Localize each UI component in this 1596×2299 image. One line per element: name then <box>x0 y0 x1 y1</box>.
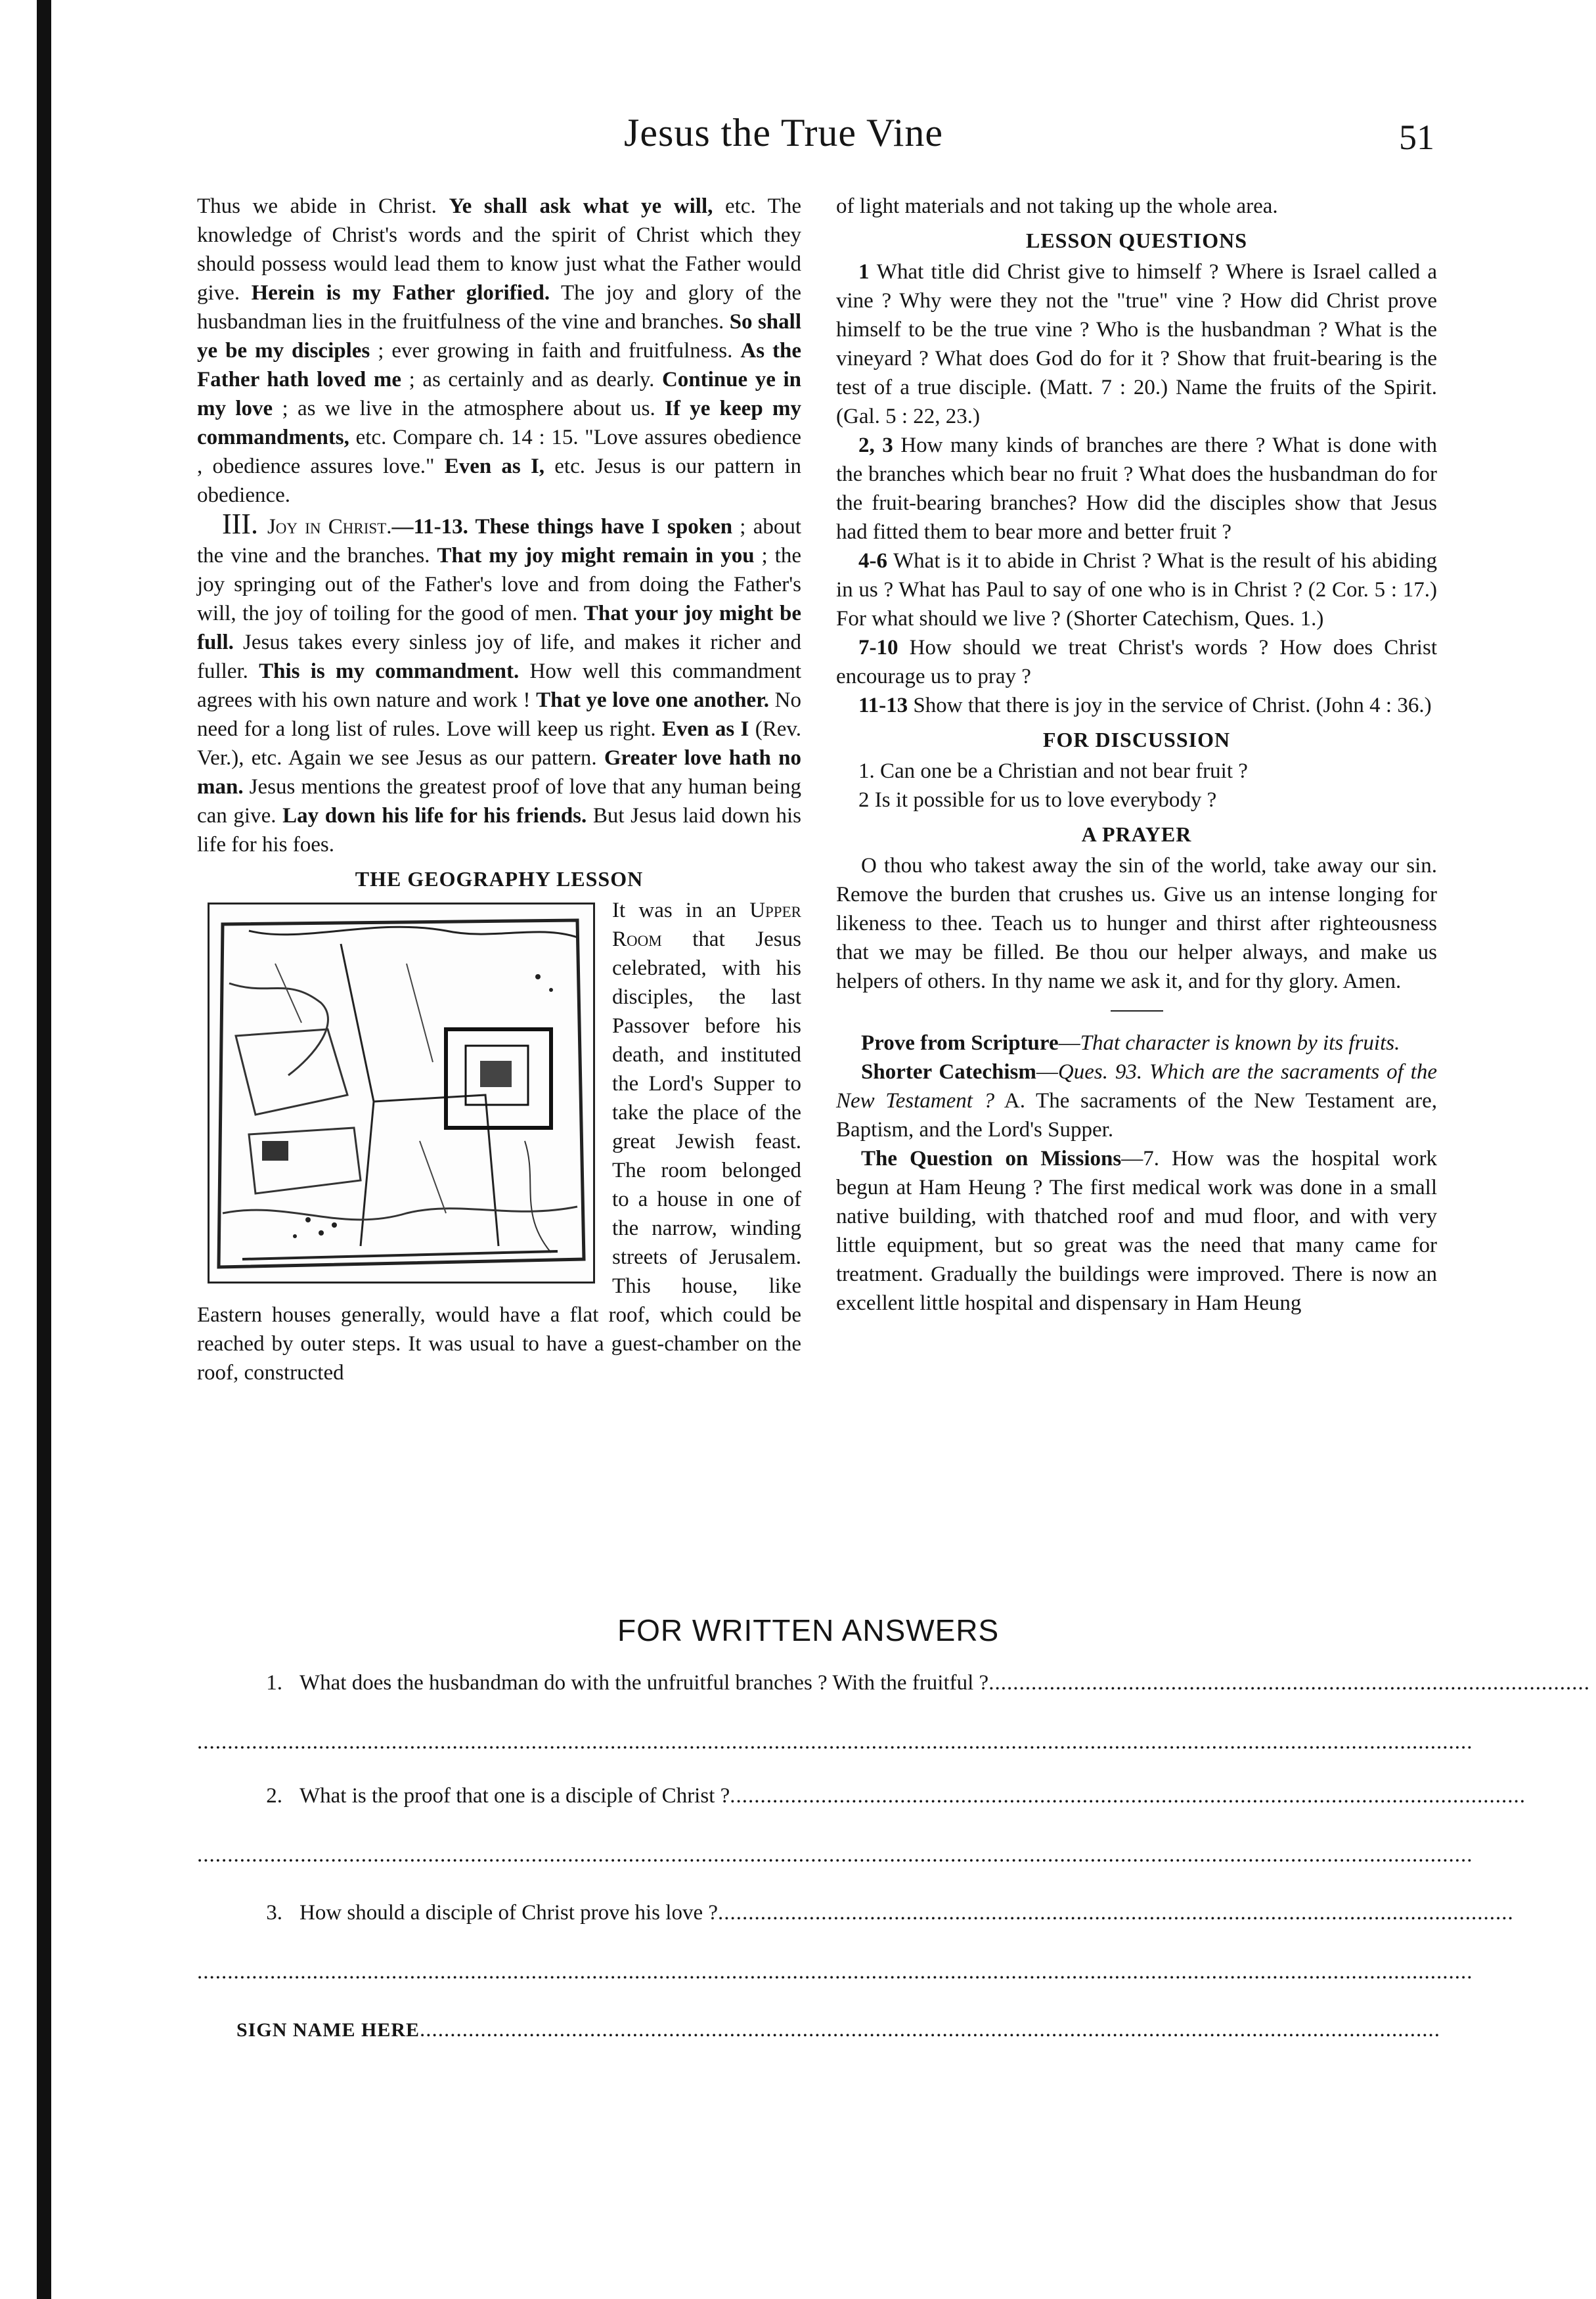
discussion-item: 2 Is it possible for us to love everybody ? <box>858 788 1217 812</box>
text-run: That ye love one another. <box>536 688 770 712</box>
text-run: Even as I, <box>444 455 545 478</box>
text-run: Lay down his life for his friends. <box>282 804 587 828</box>
text-run: How well this commandment agrees with his own nature and work ! <box>197 659 801 712</box>
question-number: 2. <box>266 1784 282 1808</box>
commentary-paragraph-joy <box>197 510 801 859</box>
text-run: Jesus takes every sinless joy of life, and makes it richer and fuller. <box>197 631 801 683</box>
text-run: Shorter Catechism <box>861 1060 1036 1084</box>
prayer-text: O thou who takest away the sin of the world, take away our sin. Remove the burden that crushes us. Give us an intense longing for likeness to thee. Teach us to hunger and thirst after righteousness that we may be filled. Be thou our helper always, and make us helpers of others. In thy name we ask it, and for thy glory. Amen. <box>836 854 1437 993</box>
text-run: ; as certainly and as dearly. <box>401 368 662 391</box>
text-run: Joy in Christ. <box>267 515 392 539</box>
text-run: etc. Compare ch. 14 : 15. "Love assures obedience , obedience assures love." <box>197 426 801 478</box>
page-title: Jesus the True Vine <box>624 111 943 154</box>
text-run: etc. The knowledge of Christ's words and the spirit of Christ which they should possess would lead them to know just what the Father would give. <box>197 194 801 305</box>
text-run: ; about the vine and the branches. <box>197 515 802 568</box>
text-run: Ye shall ask what ye will, <box>449 194 713 218</box>
text-run: Herein is my Father glorified. <box>251 281 550 305</box>
discussion-item: 1. Can one be a Christian and not bear fruit ? <box>858 759 1248 783</box>
question-number: 3. <box>266 1901 282 1925</box>
question-text: What is the proof that one is a disciple of Christ ? <box>299 1784 730 1808</box>
lesson-question <box>836 257 1437 431</box>
lesson-questions-heading: LESSON QUESTIONS <box>1025 229 1247 252</box>
text-run: The Question on Missions <box>861 1147 1122 1171</box>
text-run: It was in an <box>612 899 750 922</box>
answer-line-3[interactable]: .................................................................................................................................................................................................................. <box>197 1960 1473 1984</box>
question-text: How should we treat Christ's words ? How does Christ encourage us to pray ? <box>836 636 1437 688</box>
text-run: That your joy might be full. <box>197 602 801 654</box>
text-run: —7. How was the hospital work begun at Ham Heung ? The first medical work was done in a small native building, with thatched roof and mud floor, and with very little equipment, but so great was the need that many came for treatment. Gradually the buildings were improved. There is now an excellent little hospital and dispensary in Ham Heung <box>836 1147 1437 1315</box>
text-run: etc. Jesus is our pattern in obedience. <box>197 455 801 507</box>
text-run: Thus we abide in Christ. <box>197 194 449 218</box>
lesson-questions-list <box>836 257 1437 720</box>
text-run: This is my commandment. <box>259 659 520 683</box>
sign-name-label: SIGN NAME HERE <box>236 2019 420 2041</box>
text-run: ; as we live in the atmosphere about us. <box>273 397 665 420</box>
text-run: As the Father hath loved me <box>197 339 801 391</box>
text-run: Continue ye in my love <box>197 368 801 420</box>
text-run: that Jesus celebrated, with his disciples, the last Passover before his death, and instituted the Lord's Supper to take the place of the great Jewish feast. The room belonged to a house in one of the narrow, winding streets of Jerusalem. This house, like Eastern houses generally, would have a flat roof, which could be reached by outer steps. It was usual to have a guest-chamber on the roof, constructed <box>197 927 801 1385</box>
answer-line-1[interactable]: .................................................................................................................................................................................................................. <box>197 1730 1473 1754</box>
text-run: III. <box>222 508 267 540</box>
question-range: 1 <box>858 260 877 284</box>
question-text: What is it to abide in Christ ? What is the result of his abiding in us ? What has Paul to say of one who is in Christ ? (2 Cor. 5 : 17.) For what should we live ? (Shorter Catechism, Ques. 1.) <box>836 549 1437 631</box>
signature-line[interactable]: SIGN NAME HERE........................................................................................................................................................................ <box>236 2018 1441 2042</box>
answer-leader-dots: ................................................................................................................................... <box>718 1901 1514 1925</box>
question-text: How should a disciple of Christ prove his love ? <box>299 1901 718 1925</box>
left-column <box>197 192 801 1387</box>
page-number: 51 <box>1399 118 1434 157</box>
question-range: 2, 3 <box>858 434 901 457</box>
written-question-1 <box>197 1668 1590 1697</box>
question-text: What title did Christ give to himself ? Where is Israel called a vine ? Why were they not the "true" vine ? How did Christ prove himself to be the true vine ? Who is the husbandman ? What is the vineyard ? What does God do for it ? Show that fruit-bearing is the test of a true disciple. (Matt. 7 : 20.) Name the fruits of the Spirit. (Gal. 5 : 22, 23.) <box>836 260 1437 428</box>
question-number: 1. <box>266 1671 282 1695</box>
text-run: A. The sacraments of the New Testament are, Baptism, and the Lord's Supper. <box>836 1089 1438 1142</box>
text-run: — <box>1058 1031 1080 1055</box>
text-run: Even as I <box>661 717 749 741</box>
answer-leader-dots: ................................................................................................... <box>988 1671 1590 1695</box>
question-text: What does the husbandman do with the unfruitful branches ? With the fruitful ? <box>299 1671 989 1695</box>
text-run: (Rev. Ver.), etc. Again we see Jesus as our pattern. <box>197 717 801 770</box>
question-text: How many kinds of branches are there ? What is done with the branches which bear no fruit ? What does the husbandman do for the fruit-bearing branches? How did the disciples show that Jesus had fitted them to bear more and better fruit ? <box>836 434 1438 544</box>
lesson-question <box>836 633 1437 691</box>
text-run: —11-13. These things have I spoken <box>391 515 733 539</box>
text-run: No need for a long list of rules. Love will keep us right. <box>197 688 801 741</box>
text-run: If ye keep my commandments, <box>197 397 801 449</box>
text-run: — <box>1036 1060 1058 1084</box>
page-binding-edge <box>37 0 51 2299</box>
text-run: But Jesus laid down his life for his foes. <box>197 804 802 857</box>
lesson-question <box>836 431 1437 547</box>
text-run: Upper Room <box>612 899 801 951</box>
question-on-missions <box>836 1144 1437 1318</box>
prayer-heading: A PRAYER <box>1081 822 1192 846</box>
text-run: Ques. 93. Which are the sacraments of the New Testament ? <box>836 1060 1437 1113</box>
discussion-heading: FOR DISCUSSION <box>1042 728 1231 751</box>
text-run: So shall ye be my disciples <box>197 310 801 363</box>
question-range: 4-6 <box>858 549 894 573</box>
question-range: 7-10 <box>858 636 910 659</box>
text-run: ; the joy springing out of the Father's love and from doing the Father's will, the joy of toiling for the good of men. <box>197 544 801 625</box>
prove-from-scripture <box>836 1029 1437 1058</box>
geography-section <box>197 896 801 1387</box>
commentary-paragraph-abide <box>197 192 801 510</box>
jerusalem-map-drawing <box>210 904 593 1282</box>
shorter-catechism <box>836 1058 1437 1144</box>
lesson-question <box>836 691 1437 720</box>
text-run: Jesus mentions the greatest proof of love that any human being can give. <box>197 775 801 828</box>
written-question-3 <box>197 1898 1514 1927</box>
section-divider <box>1111 1010 1163 1012</box>
geography-heading: THE GEOGRAPHY LESSON <box>355 867 644 891</box>
text-run: Greater love hath no man. <box>197 746 802 799</box>
written-question-2 <box>197 1781 1526 1810</box>
text-run: Prove from Scripture <box>861 1031 1059 1055</box>
question-text: Show that there is joy in the service of Christ. (John 4 : 36.) <box>913 694 1432 717</box>
answer-leader-dots: ................................................................................................................................... <box>730 1784 1526 1808</box>
text-run: That character is known by its fruits. <box>1080 1031 1400 1055</box>
geography-continued: of light materials and not taking up the whole area. <box>836 194 1278 218</box>
lesson-question <box>836 547 1437 633</box>
text-run: The joy and glory of the husbandman lies in the fruitfulness of the vine and branches. <box>197 281 802 334</box>
question-range: 11-13 <box>858 694 914 717</box>
answer-line-2[interactable]: .................................................................................................................................................................................................................. <box>197 1843 1473 1867</box>
text-run: That my joy might remain in you <box>437 544 755 568</box>
text-run: ; ever growing in faith and fruitfulness. <box>370 339 741 363</box>
right-column <box>836 192 1437 1318</box>
jerusalem-map <box>208 903 595 1283</box>
written-answers-heading: FOR WRITTEN ANSWERS <box>617 1613 1000 1647</box>
